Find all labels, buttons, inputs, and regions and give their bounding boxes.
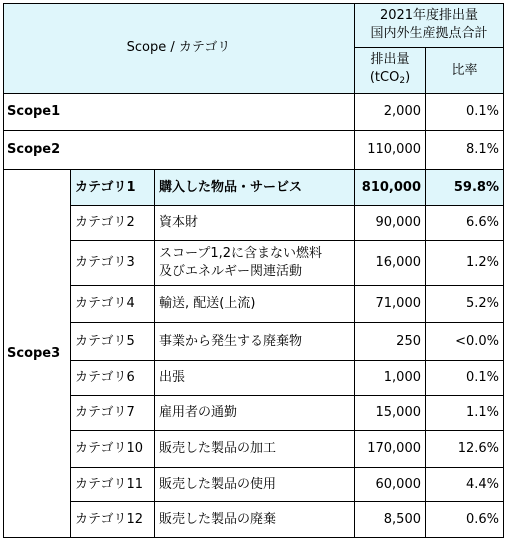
- category-label: カテゴリ12: [71, 502, 155, 538]
- category-name-line1: 雇用者の通勤: [159, 405, 238, 420]
- category-ratio: 4.4%: [426, 468, 504, 502]
- category-emissions: 60,000: [355, 468, 426, 502]
- total-title-line1: 2021年度排出量: [379, 8, 479, 23]
- category-label: カテゴリ7: [71, 396, 155, 431]
- category-name: [155, 170, 355, 206]
- category-ratio: 5.2%: [426, 286, 504, 323]
- category-name-line1: 事業から発生する廃棄物: [159, 333, 303, 349]
- category-label: カテゴリ11: [71, 468, 155, 502]
- category-emissions: 15,000: [355, 396, 426, 431]
- scope2-ratio: 8.1%: [426, 131, 504, 170]
- category-ratio: 59.8%: [426, 170, 504, 206]
- scope2-label: Scope2: [3, 131, 355, 170]
- category-name: [155, 206, 355, 241]
- emissions-unit-label: (tCO$_2$): [369, 70, 411, 86]
- category-name-line1: 販売した製品の加工: [159, 441, 277, 456]
- category-name-line1: 資本財: [159, 215, 199, 230]
- scope1-ratio: 0.1%: [426, 94, 504, 131]
- category-name: [155, 361, 355, 396]
- scope3-label: Scope3: [3, 170, 71, 538]
- category-emissions: 810,000: [355, 170, 426, 206]
- category-name: [155, 431, 355, 468]
- emissions-column-header: [355, 48, 426, 94]
- category-ratio: 0.6%: [426, 502, 504, 538]
- category-ratio: 1.1%: [426, 396, 504, 431]
- category-emissions: 170,000: [355, 431, 426, 468]
- category-label: カテゴリ4: [71, 286, 155, 323]
- scope1-emissions: 2,000: [355, 94, 426, 131]
- category-name-line1: 販売した製品の廃棄: [159, 511, 277, 527]
- total-emissions-header: [355, 3, 504, 48]
- category-emissions: 250: [355, 323, 426, 361]
- category-label: カテゴリ1: [71, 170, 155, 206]
- category-ratio: 1.2%: [426, 241, 504, 286]
- category-name-line1: 輸送, 配送(上流): [159, 296, 256, 311]
- category-emissions: 1,000: [355, 361, 426, 396]
- category-label: カテゴリ10: [71, 431, 155, 468]
- category-label: カテゴリ5: [71, 323, 155, 361]
- category-name-line1: 出張: [159, 370, 186, 385]
- total-title-line2: 国内外生産拠点合計: [370, 26, 488, 41]
- category-emissions: 90,000: [355, 206, 426, 241]
- category-name-line2: 及びエネルギー関連活動: [159, 264, 303, 279]
- category-emissions: 16,000: [355, 241, 426, 286]
- category-name: [155, 286, 355, 323]
- scope2-emissions: 110,000: [355, 131, 426, 170]
- category-label: カテゴリ2: [71, 206, 155, 241]
- category-name: [155, 323, 355, 361]
- category-label: カテゴリ3: [71, 241, 155, 286]
- category-ratio: 12.6%: [426, 431, 504, 468]
- category-ratio: 0.1%: [426, 361, 504, 396]
- scope-category-header: [3, 3, 355, 94]
- category-name: [155, 468, 355, 502]
- category-name-line1: 販売した製品の使用: [159, 476, 277, 492]
- category-ratio: <0.0%: [426, 323, 504, 361]
- category-label: カテゴリ6: [71, 361, 155, 396]
- emissions-header-label: 排出量: [370, 52, 410, 67]
- category-name-line1: スコープ1,2に含まない燃料: [159, 246, 323, 261]
- ratio-header-label: 比率: [451, 62, 478, 78]
- category-name-line1: 購入した物品・サービス: [159, 179, 303, 195]
- ratio-column-header: [426, 48, 504, 94]
- category-emissions: 71,000: [355, 286, 426, 323]
- scope1-label: Scope1: [3, 94, 355, 131]
- category-name: [155, 502, 355, 538]
- scope-category-header-label: Scope / カテゴリ: [126, 40, 231, 55]
- category-emissions: 8,500: [355, 502, 426, 538]
- category-name: [155, 396, 355, 431]
- emissions-table: [3, 3, 504, 538]
- category-ratio: 6.6%: [426, 206, 504, 241]
- category-name: [155, 241, 355, 286]
